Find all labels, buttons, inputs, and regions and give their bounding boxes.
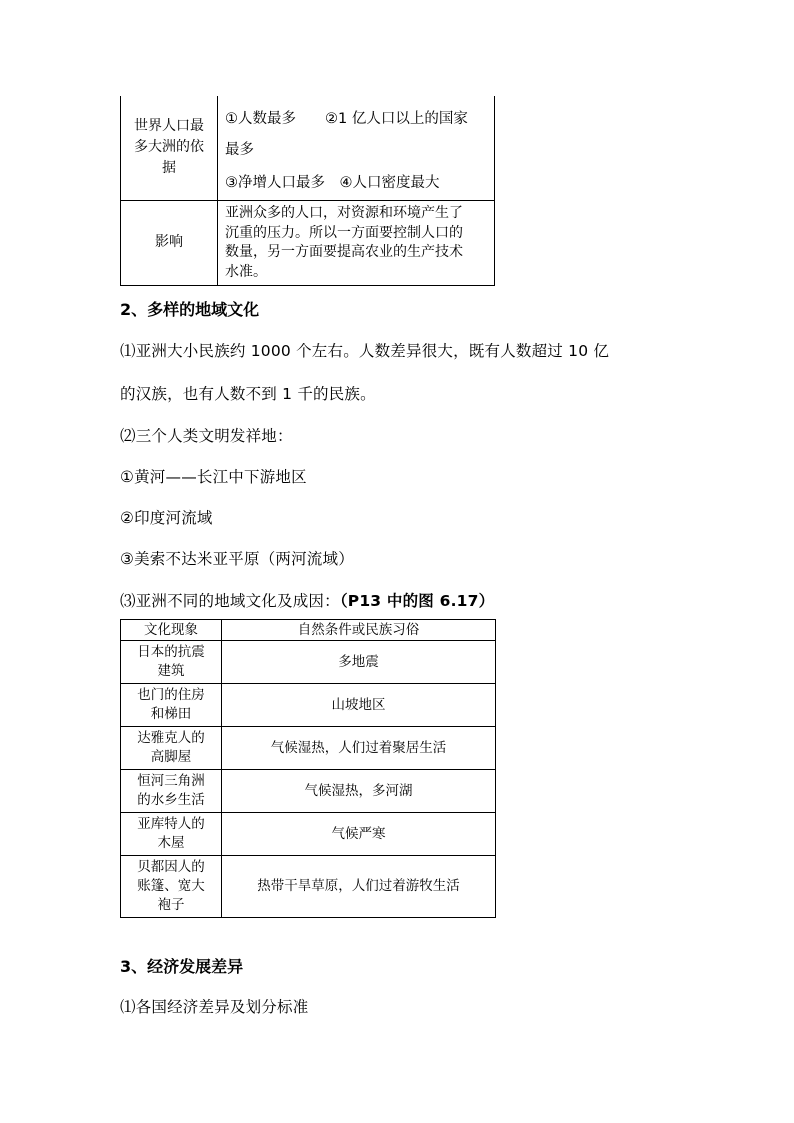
table-cell-phenomenon: 恒河三角洲 的水乡生活: [121, 770, 222, 813]
paragraph-line: [120, 589, 494, 611]
list-item: ②印度河流域: [120, 509, 213, 527]
table-header-cell: 自然条件或民族习俗: [222, 620, 496, 641]
table-row: [121, 727, 496, 770]
table-cell-cause: 热带干旱草原，人们过着游牧生活: [222, 856, 496, 918]
table-cell-phenomenon: 亚库特人的 木屋: [121, 813, 222, 856]
paragraph-text: ⑶亚洲不同的地域文化及成因：: [120, 592, 340, 610]
section-heading: 2、多样的地域文化: [120, 300, 260, 319]
table-cell-cause: 气候严寒: [222, 813, 496, 856]
table-cell-text: ①人数最多 ②1 亿人口以上的国家: [225, 111, 468, 127]
table-row-divider: [121, 200, 494, 201]
table-row: [121, 770, 496, 813]
list-item: ①黄河——长江中下游地区: [120, 468, 307, 486]
table-row: [121, 813, 496, 856]
regional-culture-table: [120, 619, 496, 918]
paragraph-line: ⑴各国经济差异及划分标准: [120, 998, 309, 1016]
table-cell-cause: 多地震: [222, 641, 496, 684]
paragraph-line: ⑴亚洲大小民族约 1000 个左右。人数差异很大，既有人数超过 10 亿: [120, 342, 610, 360]
table-cell-phenomenon: 也门的住房 和梯田: [121, 684, 222, 727]
table-cell-phenomenon: 日本的抗震 建筑: [121, 641, 222, 684]
table-cell-cause: 气候湿热，人们过着聚居生活: [222, 727, 496, 770]
paragraph-line: ⑵三个人类文明发祥地：: [120, 427, 293, 445]
table-cell-phenomenon: 贝都因人的 账篷、宽大 袍子: [121, 856, 222, 918]
table-row: [121, 684, 496, 727]
table-row: [121, 856, 496, 918]
section-heading: 3、经济发展差异: [120, 957, 244, 976]
table-row-label: 世界人口最 多大洲的依 据: [134, 118, 204, 176]
table-row-label: 影响: [155, 234, 183, 250]
table-header-row: [121, 620, 496, 641]
table-cell-phenomenon: 达雅克人的 高脚屋: [121, 727, 222, 770]
table-cell-text: 最多: [225, 142, 254, 158]
table-cell-paragraph: 亚洲众多的人口，对资源和环境产生了 沉重的压力。所以一方面要控制人口的 数量，另一方面要提高农业的生产技术 水准。: [225, 205, 463, 280]
population-table: [120, 96, 495, 286]
table-cell-cause: 气候湿热，多河湖: [222, 770, 496, 813]
table-row: [121, 641, 496, 684]
table-column-divider: [217, 96, 218, 285]
table-cell-text: ③净增人口最多 ④人口密度最大: [225, 175, 440, 191]
list-item: ③美索不达米亚平原（两河流域）: [120, 550, 354, 568]
paragraph-line: 的汉族，也有人数不到 1 千的民族。: [120, 385, 376, 403]
table-header-cell: 文化现象: [121, 620, 222, 641]
table-cell-cause: 山坡地区: [222, 684, 496, 727]
figure-reference: （P13 中的图 6.17）: [339, 592, 495, 610]
